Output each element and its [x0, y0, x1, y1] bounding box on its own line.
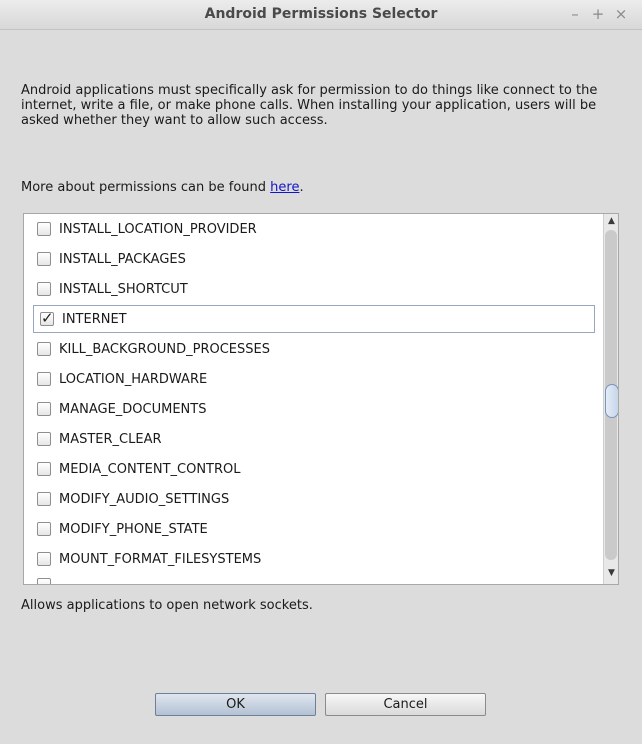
permission-checkbox[interactable] — [37, 342, 51, 356]
permission-item-install-packages[interactable] — [33, 245, 595, 273]
permission-label: INSTALL_PACKAGES — [59, 251, 186, 267]
scrollbar-thumb[interactable] — [605, 384, 619, 418]
permission-label: INSTALL_SHORTCUT — [59, 281, 188, 297]
window-title: Android Permissions Selector — [204, 6, 438, 22]
more-info-prefix: More about permissions can be found — [21, 180, 271, 195]
more-info-suffix: . — [299, 180, 304, 195]
permission-checkbox[interactable] — [37, 282, 51, 296]
list-scrollbar[interactable] — [603, 214, 618, 584]
permission-label: MODIFY_AUDIO_SETTINGS — [59, 491, 230, 507]
permission-item-modify-phone-state[interactable] — [33, 515, 595, 543]
permission-label: MODIFY_PHONE_STATE — [59, 521, 208, 537]
permission-checkbox[interactable] — [37, 432, 51, 446]
permission-item-media-content-control[interactable] — [33, 455, 595, 483]
permission-label: KILL_BACKGROUND_PROCESSES — [59, 341, 270, 357]
permissions-help-link[interactable]: here — [270, 180, 300, 195]
permission-item-kill-background-processes[interactable] — [33, 335, 595, 363]
title-bar[interactable] — [0, 0, 642, 30]
check-icon: ✓ — [41, 309, 54, 327]
partial-checkbox — [37, 578, 51, 585]
permission-checkbox[interactable] — [37, 462, 51, 476]
permission-item-install-shortcut[interactable] — [33, 275, 595, 303]
permission-checkbox[interactable] — [37, 222, 51, 236]
permission-item-mount-format-filesystems[interactable] — [33, 545, 595, 573]
scroll-down-icon[interactable]: ▼ — [608, 568, 615, 578]
scroll-up-icon[interactable]: ▲ — [608, 216, 615, 226]
permission-label: MEDIA_CONTENT_CONTROL — [59, 461, 241, 477]
maximize-icon[interactable]: + — [591, 5, 605, 23]
permission-item-manage-documents[interactable] — [33, 395, 595, 423]
cancel-button[interactable]: Cancel — [325, 693, 486, 716]
intro-text: Android applications must specifically ask for permission to do things like connect to the internet, write a file, or make phone calls. When installing your application, users will be asked whether they want to allow such access. — [21, 83, 598, 128]
permission-checkbox[interactable] — [37, 372, 51, 386]
minimize-icon[interactable]: – — [571, 5, 579, 23]
permission-item-master-clear[interactable] — [33, 425, 595, 453]
permission-item-internet[interactable] — [33, 305, 595, 333]
permission-label: MASTER_CLEAR — [59, 431, 162, 447]
permission-item-install-location-provider[interactable] — [33, 215, 595, 243]
permission-checkbox[interactable] — [37, 552, 51, 566]
more-info-text — [21, 180, 304, 195]
permission-checkbox[interactable] — [37, 492, 51, 506]
permission-description: Allows applications to open network sockets. — [21, 598, 313, 613]
permission-checkbox[interactable] — [37, 402, 51, 416]
ok-button[interactable]: OK — [155, 693, 316, 716]
permission-label: LOCATION_HARDWARE — [59, 371, 208, 387]
permission-item-modify-audio-settings[interactable] — [33, 485, 595, 513]
permission-checkbox[interactable] — [40, 309, 54, 327]
partial-list-item — [33, 571, 595, 585]
permission-label: MANAGE_DOCUMENTS — [59, 401, 207, 417]
permission-label: MOUNT_FORMAT_FILESYSTEMS — [59, 551, 262, 567]
permission-checkbox[interactable] — [37, 252, 51, 266]
permissions-list[interactable] — [23, 213, 619, 585]
permission-item-location-hardware[interactable] — [33, 365, 595, 393]
permission-checkbox[interactable] — [37, 522, 51, 536]
close-icon[interactable]: × — [614, 5, 628, 23]
permission-label: INSTALL_LOCATION_PROVIDER — [59, 221, 257, 237]
permission-label: INTERNET — [62, 311, 127, 327]
